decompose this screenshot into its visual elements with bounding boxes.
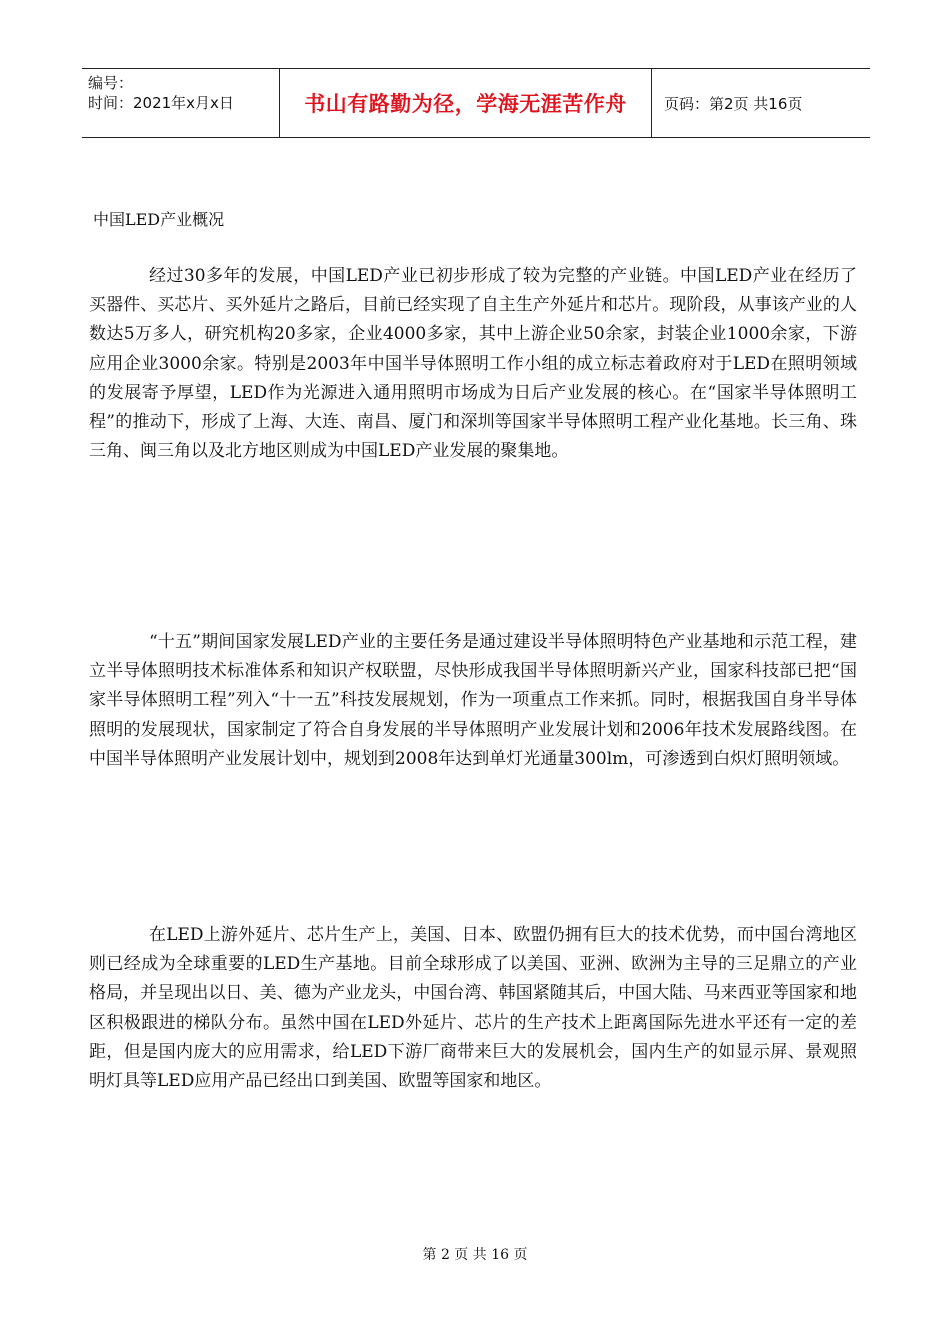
paragraph: 经过30多年的发展，中国LED产业已初步形成了较为完整的产业链。中国LED产业在经历了买器件、买芯片、买外延片之路后，目前已经实现了自主生产外延片和芯片。现阶段，从事该产业的人数达5万多人，研究机构20多家，企业4000多家，其中上游企业50余家，封装企业1000余家，下游应用企业3000余家。特别是2003年中国半导体照明工作小组的成立标志着政府对于LED在照明领域的发展寄予厚望，LED作为光源进入通用照明市场成为日后产业发展的核心。在“国家半导体照明工程”的推动下，形成了上海、大连、南昌、厦门和深圳等国家半导体照明工程产业化基地。长三角、珠三角、闽三角以及北方地区则成为中国LED产业发展的聚集地。 (89, 266, 857, 462)
paragraph: 在LED上游外延片、芯片生产上，美国、日本、欧盟仍拥有巨大的技术优势，而中国台湾地区则已经成为全球重要的LED生产基地。目前全球形成了以美国、亚洲、欧洲为主导的三足鼎立的产业格局，并呈现出以日、美、德为产业龙头，中国台湾、韩国紧随其后，中国大陆、马来西亚等国家和地区积极跟进的梯队分布。虽然中国在LED外延片、芯片的生产技术上距离国际先进水平还有一定的差距，但是国内庞大的应用需求，给LED下游厂商带来巨大的发展机会，国内生产的如显示屏、景观照明灯具等LED应用产品已经出口到美国、欧盟等国家和地区。 (89, 925, 857, 1092)
document-date: 时间：2021年x月x日 (88, 94, 234, 112)
paragraph: “十五”期间国家发展LED产业的主要任务是通过建设半导体照明特色产业基地和示范工程，建立半导体照明技术标准体系和知识产权联盟，尽快形成我国半导体照明新兴产业，国家科技部已把“国家半导体照明工程”列入“十一五”科技发展规划，作为一项重点工作来抓。同时，根据我国自身半导体照明的发展现状，国家制定了符合自身发展的半导体照明产业发展计划和2006年技术发展路线图。在中国半导体照明产业发展计划中，规划到2008年达到单灯光通量300lm，可渗透到白炽灯照明领域。 (89, 632, 857, 769)
document-number-label: 编号： (88, 74, 134, 92)
header-motto: 书山有路勤为径，学海无涯苦作舟 (280, 69, 652, 137)
header-meta (82, 69, 280, 137)
page-header (82, 68, 870, 138)
page-footer: 第 2 页 共 16 页 (422, 1247, 528, 1263)
header-page-info: 页码：第2页 共16页 (664, 94, 803, 113)
document-title: 中国LED产业概况 (93, 210, 225, 229)
